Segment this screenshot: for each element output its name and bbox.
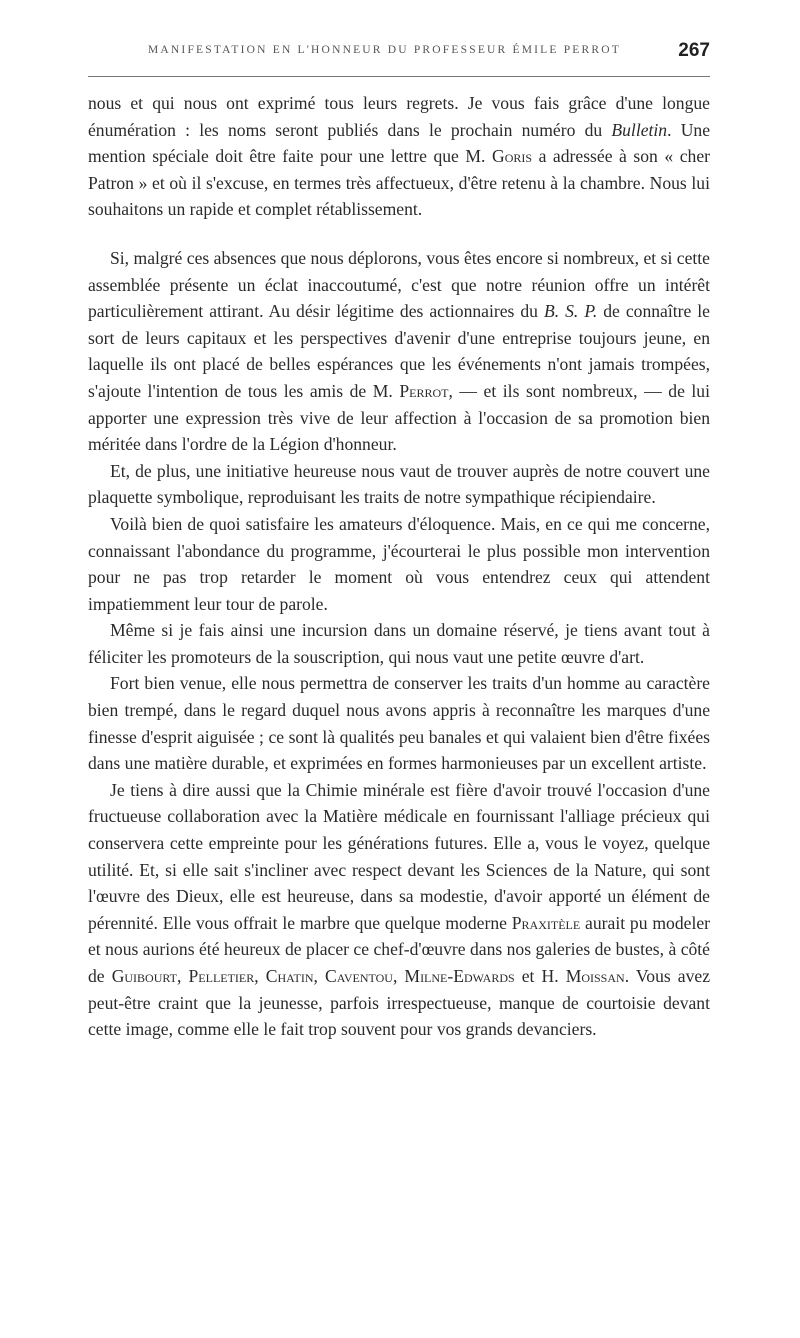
paragraph-2-text-b: de connaître le sort de leurs capitaux et les perspectives d'avenir d'une entreprise toujours jeune, en laquelle ils ont placé de belles espérances que les événements n'ont jamais trompées, s'ajoute l'intention de tous les amis de M.	[88, 301, 710, 401]
running-title: MANIFESTATION EN L'HONNEUR DU PROFESSEUR ÉMILE PERROT	[148, 44, 621, 56]
bsp-abbreviation: B. S. P.	[543, 301, 598, 322]
separator: ,	[254, 966, 266, 986]
paragraph-7-text-h: . Vous avez peut-être craint que la jeunesse, parfois irrespectueuse, manque de courtoisie devant cette image, comme elle le fait trop souvent pour vos grands devanciers.	[88, 966, 711, 1040]
name-guibourt: Guibourt	[111, 966, 178, 986]
name-praxitele: Praxitèle	[511, 912, 581, 933]
paragraph-1-text-b: . Une mention spéciale doit être faite pour une lettre que M.	[88, 119, 711, 167]
name-milne-edwards: Milne-Edwards	[404, 966, 515, 986]
paragraph-2-text-c: , — et ils sont nombreux, — de lui apporter une expression très vive de leur affection à l'occasion de sa promotion bien méritée dans l'ordre de la Légion d'honneur.	[88, 380, 710, 455]
name-chatin: Chatin	[265, 966, 314, 986]
header-rule	[88, 76, 710, 77]
paragraph-2-text-a: Si, malgré ces absences que nous déplorons, vous êtes encore si nombreux, et si cette assemblée présente un éclat inaccoutumé, c'est que notre réunion offre un intérêt particulièrement attirant. Au désir légitime des actionnaires du	[88, 247, 710, 322]
name-caventou: Caventou	[324, 966, 393, 986]
paragraph-7-text-a: Je tiens à dire aussi que la Chimie minérale est fière d'avoir trouvé l'occasion d'une fructueuse collaboration avec la Matière médicale en fournissant l'alliage précieux qui conservera cette empreinte pour les générations futures. Elle a, vous le voyez, quelque utilité. Et, si elle sait s'incliner avec respect devant les Sciences de la Nature, qui sont l'œuvre des Dieux, elle est heureuse, dans sa modestie, d'avoir apporté un élément de pérennité. Elle vous offrait le marbre que quelque moderne	[88, 779, 710, 933]
paragraph-1-text-c: a adressée à son « cher Patron » et où il s'excuse, en termes très affectueux, d'être retenu à la chambre. Nous lui souhaitons un rapide et complet rétablissement.	[88, 146, 711, 220]
page-number: 267	[678, 40, 710, 61]
separator: ,	[392, 966, 405, 986]
name-pelletier: Pelletier	[188, 966, 255, 986]
paragraph-7-text-g: et H.	[514, 966, 566, 986]
paragraph-3: Et, de plus, une initiative heureuse nous vaut de trouver auprès de notre couvert une plaquette symbolique, reproduisant les traits de notre sympathique récipiendaire.	[88, 460, 710, 508]
paragraph-2	[88, 245, 710, 458]
paragraph-7-text-b: aurait pu modeler et nous aurions été heureux de placer ce chef-d'œuvre dans nos galeries de bustes, à côté de	[88, 912, 711, 986]
body-text	[88, 90, 710, 1043]
separator: ,	[313, 966, 325, 986]
paragraph-5: Même si je fais ainsi une incursion dans un domaine réservé, je tiens avant tout à féliciter les promoteurs de la souscription, qui nous vaut une petite œuvre d'art.	[88, 620, 710, 667]
name-goris: Goris	[491, 146, 533, 167]
name-perrot: Perrot	[399, 380, 449, 401]
paragraph-1	[88, 90, 710, 223]
paragraph-6: Fort bien venue, elle nous permettra de conserver les traits d'un homme au caractère bien trempé, dans le regard duquel nous avons appris à reconnaître les marques d'une finesse d'esprit aiguisée ; ce sont là qualités peu banales et qui valaient bien d'être fixées dans une matière durable, et exprimées en formes harmonieuses par un excellent artiste.	[88, 673, 710, 774]
paragraph-4: Voilà bien de quoi satisfaire les amateurs d'éloquence. Mais, en ce qui me concerne, connaissant l'abondance du programme, j'écourterai le plus possible mon intervention pour ne pas trop retarder le moment où vous entendrez ceux qui attendent impatiemment leur tour de parole.	[88, 513, 710, 614]
name-moissan: Moissan	[565, 966, 625, 986]
bulletin-title: Bulletin	[611, 119, 668, 140]
separator: ,	[177, 966, 189, 986]
running-header	[88, 40, 710, 70]
paragraph-7	[88, 777, 710, 1043]
paragraph-1-text-a: nous et qui nous ont exprimé tous leurs regrets. Je vous fais grâce d'une longue énumération : les noms seront publiés dans le prochain numéro du	[88, 93, 710, 140]
